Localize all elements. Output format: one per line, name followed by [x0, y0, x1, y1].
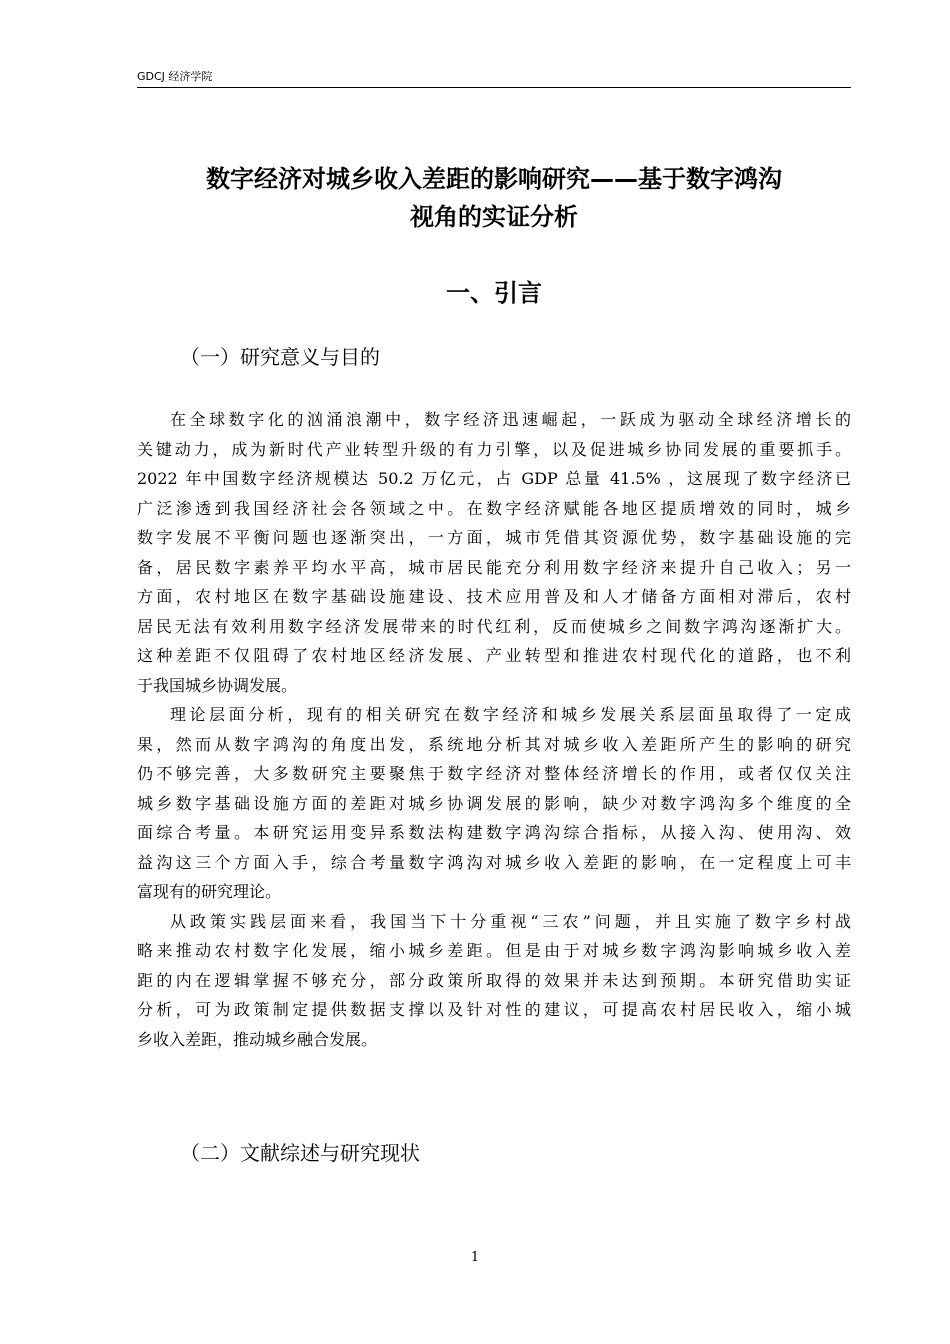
section-heading-introduction: 一、引言 [446, 279, 542, 307]
subsection-heading-significance: （一）研究意义与目的 [180, 345, 380, 369]
text-line: 广泛渗透到我国经济社会各领域之中。在数字经济赋能各地区提质增效的同时，城乡 [137, 498, 851, 518]
text-line: 理论层面分析，现有的相关研究在数字经济和城乡发展关系层面虽取得了一定成 [170, 705, 851, 724]
paragraph-2 [137, 700, 851, 907]
header-text: GDCJ 经济学院 [137, 70, 213, 83]
paragraph-3 [137, 907, 851, 1055]
text-line: 数字发展不平衡问题也逐渐突出，一方面，城市凭借其资源优势，数字基础设施的完 [137, 528, 851, 547]
paper-title [137, 160, 851, 236]
text-line: 富现有的研究理论。 [137, 882, 282, 901]
text-line: 分析，可为政策制定提供数据支撑以及针对性的建议，可提高农村居民收入，缩小城 [137, 1000, 851, 1019]
text-line: 乡收入差距，推动城乡融合发展。 [137, 1029, 378, 1049]
text-line: 略来推动农村数字化发展，缩小城乡差距。但是由于对城乡数字鸿沟影响城乡收入差 [137, 941, 851, 960]
text-line: 益沟这三个方面入手，综合考量数字鸿沟对城乡收入差距的影响，在一定程度上可丰 [137, 852, 851, 872]
text-line: 距的内在逻辑掌握不够充分，部分政策所取得的效果并未达到预期。本研究借助实证 [137, 970, 851, 990]
text-line: 面综合考量。本研究运用变异系数法构建数字鸿沟综合指标，从接入沟、使用沟、效 [137, 823, 851, 842]
page-header [137, 70, 851, 88]
text-line: 2022 年中国数字经济规模达 50.2 万亿元，占 GDP 总量 41.5% ，这展现了数字经济已 [137, 469, 851, 488]
text-line: 方面，农村地区在数字基础设施建设、技术应用普及和人才储备方面相对滞后，农村 [137, 587, 851, 606]
text-line: 在全球数字化的汹涌浪潮中，数字经济迅速崛起，一跃成为驱动全球经济增长的 [170, 410, 851, 429]
text-line: 果，然而从数字鸿沟的角度出发，系统地分析其对城乡收入差距所产生的影响的研究 [137, 734, 851, 754]
paper-title-line-2: 视角的实证分析 [410, 203, 578, 231]
text-line: 于我国城乡协调发展。 [137, 675, 298, 695]
paragraph-1 [137, 405, 851, 700]
text-line: 仍不够完善，大多数研究主要聚焦于数字经济对整体经济增长的作用，或者仅仅关注 [137, 764, 851, 783]
text-line: 关键动力，成为新时代产业转型升级的有力引擎，以及促进城乡协同发展的重要抓手。 [137, 439, 851, 459]
body-text [137, 405, 851, 1054]
text-line: 备，居民数字素养平均水平高，城市居民能充分利用数字经济来提升自己收入；另一 [137, 557, 851, 577]
subsection-heading-literature-review: （二）文献综述与研究现状 [180, 1141, 420, 1165]
page-number: 1 [470, 1250, 480, 1265]
text-line: 这种差距不仅阻碍了农村地区经济发展、产业转型和推进农村现代化的道路，也不利 [137, 646, 851, 665]
text-line: 从政策实践层面来看，我国当下十分重视“三农”问题，并且实施了数字乡村战 [170, 911, 851, 931]
paper-title-line-1: 数字经济对城乡收入差距的影响研究——基于数字鸿沟 [206, 165, 782, 193]
text-line: 居民无法有效利用数字经济发展带来的时代红利，反而使城乡之间数字鸿沟逐渐扩大。 [137, 616, 851, 636]
text-line: 城乡数字基础设施方面的差距对城乡协调发展的影响，缺少对数字鸿沟多个维度的全 [137, 793, 851, 813]
